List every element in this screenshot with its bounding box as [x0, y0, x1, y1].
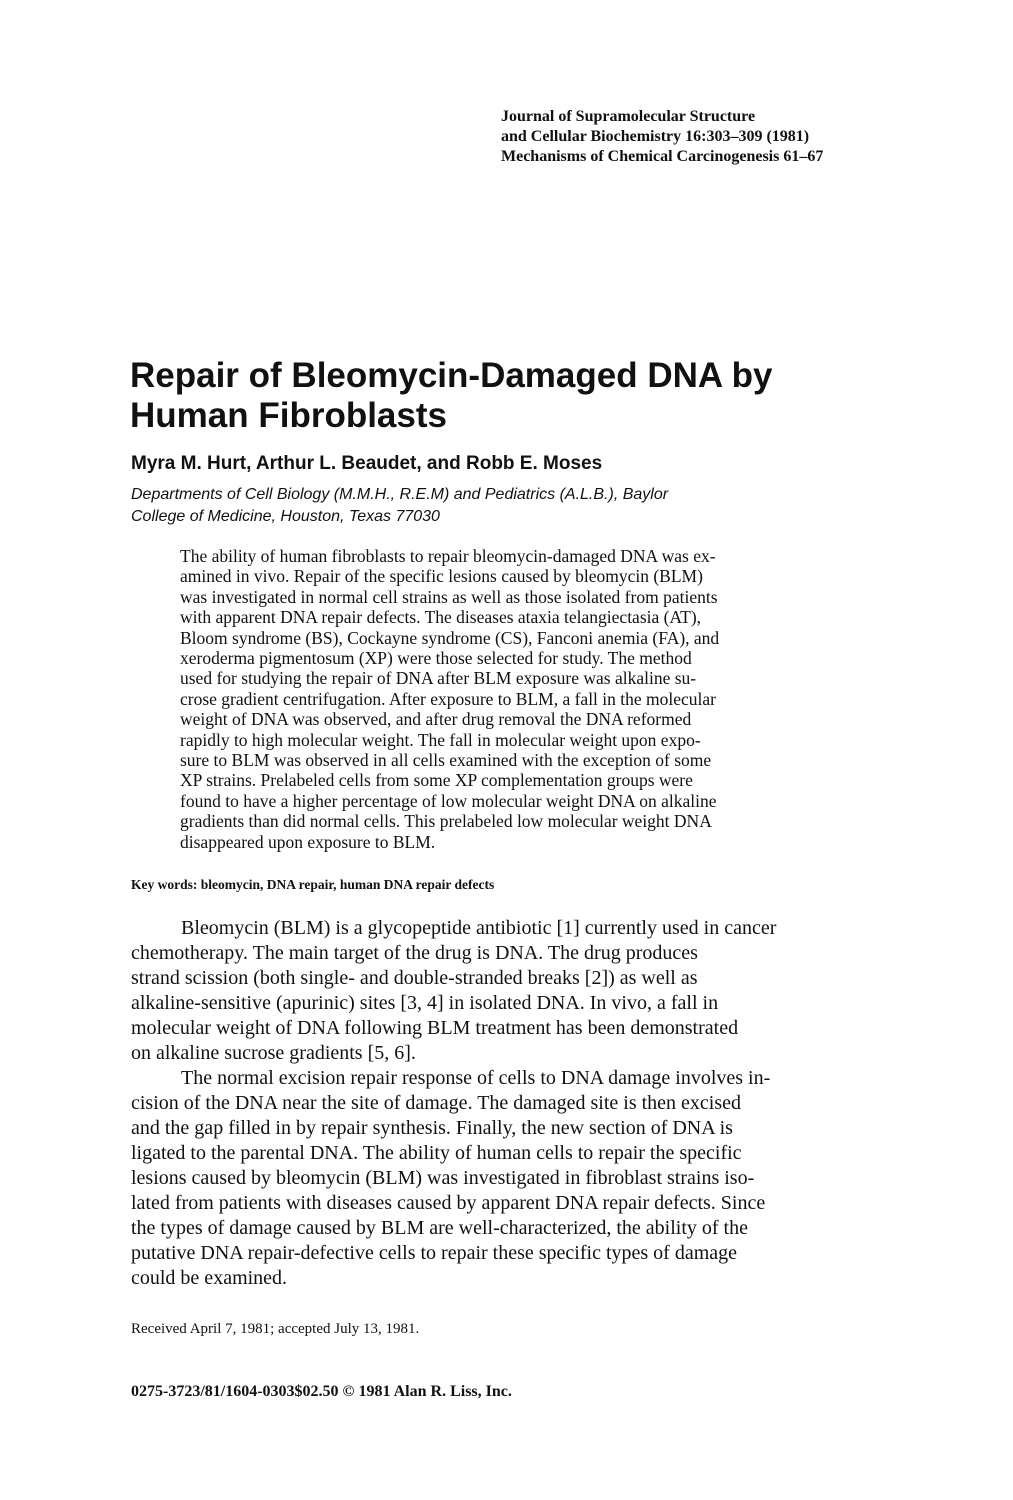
abstract-line: Bloom syndrome (BS), Cockayne syndrome (CS), Fanconi anemia (FA), and — [180, 627, 720, 648]
body-line: strand scission (both single- and double-stranded breaks [2]) as well as — [131, 967, 698, 989]
abstract-line: rapidly to high molecular weight. The fall in molecular weight upon expo- — [180, 729, 701, 750]
journal-header — [501, 107, 823, 167]
journal-header-line: Mechanisms of Chemical Carcinogenesis 61–67 — [501, 148, 824, 165]
body-line: Bleomycin (BLM) is a glycopeptide antibiotic [1] currently used in cancer — [181, 917, 777, 939]
body-line: putative DNA repair-defective cells to repair these specific types of damage — [131, 1242, 738, 1264]
abstract-line: crose gradient centrifugation. After exposure to BLM, a fall in the molecular — [180, 688, 716, 709]
abstract-line: with apparent DNA repair defects. The diseases ataxia telangiectasia (AT), — [180, 607, 702, 628]
body-line: the types of damage caused by BLM are well-characterized, the ability of the — [131, 1217, 748, 1239]
abstract-line: weight of DNA was observed, and after drug removal the DNA reformed — [180, 709, 692, 730]
body-line: and the gap filled in by repair synthesis. Finally, the new section of DNA is — [131, 1117, 733, 1139]
abstract-line: XP strains. Prelabeled cells from some XP complementation groups were — [180, 770, 693, 791]
abstract — [180, 546, 719, 852]
paragraph-repair — [131, 1066, 776, 1291]
abstract-line: The ability of human fibroblasts to repair bleomycin-damaged DNA was ex- — [180, 546, 716, 566]
affiliation-line: Departments of Cell Biology (M.M.H., R.E.M) and Pediatrics (A.L.B.), Baylor — [131, 486, 669, 503]
body-line: ligated to the parental DNA. The ability of human cells to repair the specific — [131, 1142, 742, 1164]
body-line: chemotherapy. The main target of the drug is DNA. The drug produces — [131, 942, 698, 964]
paragraph-intro — [131, 916, 776, 1066]
body-line: molecular weight of DNA following BLM treatment has been demonstrated — [131, 1017, 739, 1039]
abstract-line: was investigated in normal cell strains as well as those isolated from patients — [180, 586, 718, 607]
abstract-line: found to have a higher percentage of low molecular weight DNA on alkaline — [180, 790, 717, 811]
author-list: Myra M. Hurt, Arthur L. Beaudet, and Robb E. Moses — [131, 453, 603, 474]
abstract-line: xeroderma pigmentosum (XP) were those selected for study. The method — [180, 648, 692, 669]
abstract-line: sure to BLM was observed in all cells examined with the exception of some — [180, 750, 712, 771]
title-line: Repair of Bleomycin-Damaged DNA by — [130, 356, 773, 395]
body-line: The normal excision repair response of cells to DNA damage involves in- — [181, 1067, 771, 1089]
title-line: Human Fibroblasts — [130, 396, 447, 435]
copyright-line: 0275-3723/81/1604-0303$02.50 © 1981 Alan R. Liss, Inc. — [131, 1383, 512, 1400]
body-line: cision of the DNA near the site of damage. The damaged site is then excised — [131, 1092, 741, 1114]
journal-header-line: Journal of Supramolecular Structure — [501, 108, 756, 125]
body-text — [131, 916, 776, 1291]
body-line: lesions caused by bleomycin (BLM) was investigated in fibroblast strains iso- — [131, 1167, 755, 1189]
body-line: alkaline-sensitive (apurinic) sites [3, 4] in isolated DNA. In vivo, a fall in — [131, 992, 719, 1014]
abstract-line: used for studying the repair of DNA after BLM exposure was alkaline su- — [180, 668, 697, 689]
affiliation — [131, 484, 668, 528]
received-date: Received April 7, 1981; accepted July 13, 1981. — [131, 1321, 420, 1337]
abstract-line: amined in vivo. Repair of the specific lesions caused by bleomycin (BLM) — [180, 566, 703, 587]
body-line: lated from patients with diseases caused by apparent DNA repair defects. Since — [131, 1192, 766, 1214]
body-line: on alkaline sucrose gradients [5, 6]. — [131, 1042, 416, 1064]
affiliation-line: College of Medicine, Houston, Texas 77030 — [131, 508, 440, 525]
abstract-line: gradients than did normal cells. This prelabeled low molecular weight DNA — [180, 811, 712, 832]
keywords: Key words: bleomycin, DNA repair, human DNA repair defects — [131, 877, 495, 892]
paper-title — [130, 356, 890, 436]
body-line: could be examined. — [131, 1267, 288, 1289]
journal-header-line: and Cellular Biochemistry 16:303–309 (1981) — [501, 128, 810, 145]
abstract-line: disappeared upon exposure to BLM. — [180, 831, 436, 852]
